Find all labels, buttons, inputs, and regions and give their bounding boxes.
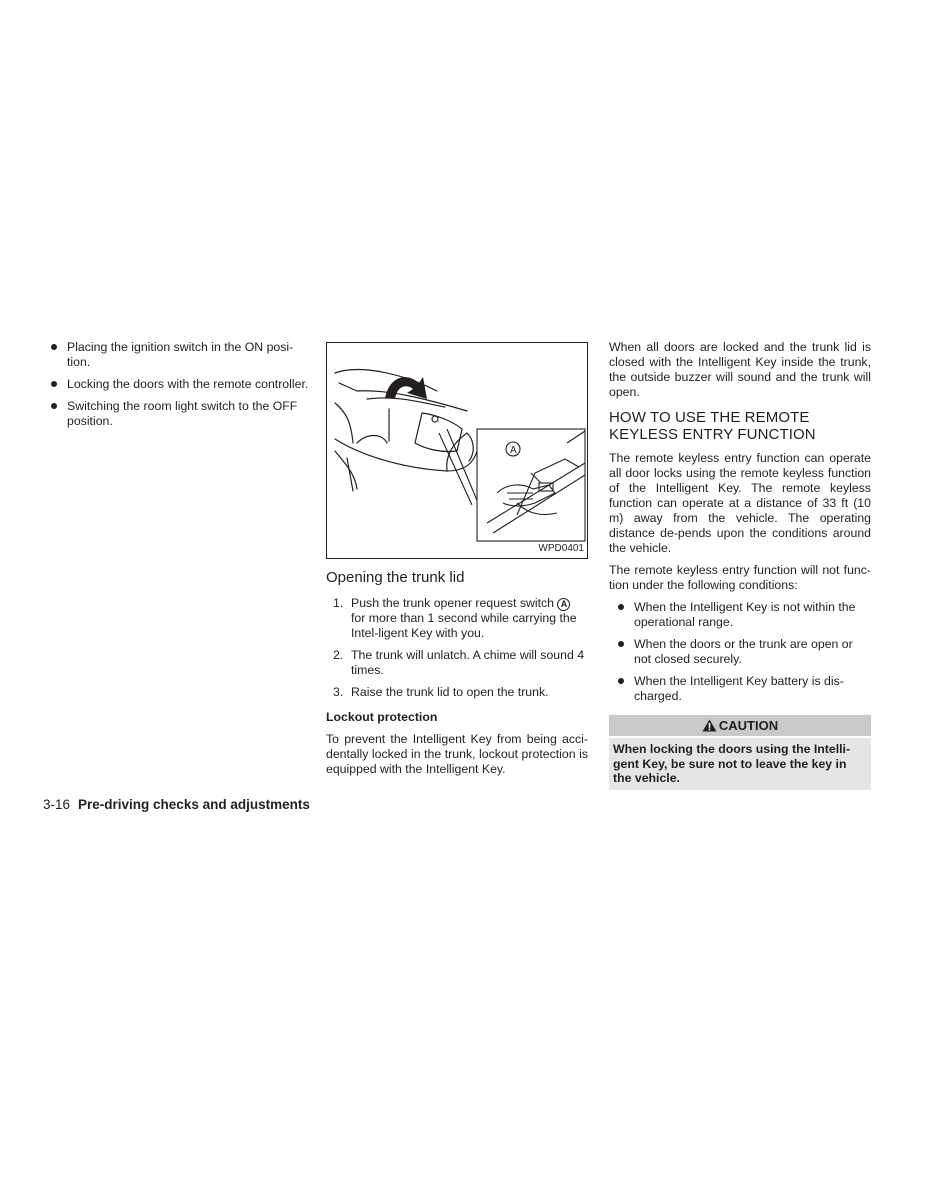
caution-label: CAUTION xyxy=(718,718,779,733)
list-item: When the Intelligent Key battery is dis-charged. xyxy=(609,674,871,704)
middle-column xyxy=(326,340,588,784)
step-list xyxy=(326,596,588,700)
section-title xyxy=(609,409,871,443)
page-number: 3-16 xyxy=(43,797,71,812)
list-item: Switching the room light switch to the OFF position. xyxy=(49,399,309,429)
list-item xyxy=(326,648,588,678)
conditions-list xyxy=(609,600,871,704)
trunk-figure xyxy=(326,342,588,559)
right-column xyxy=(609,340,871,790)
step-text: Raise the trunk lid to open the trunk. xyxy=(351,685,549,699)
section-title-line: HOW TO USE THE REMOTE xyxy=(609,409,810,426)
step-number: 1. xyxy=(333,596,344,610)
list-item xyxy=(326,685,588,700)
opening-trunk-heading: Opening the trunk lid xyxy=(326,569,465,586)
lockout-paragraph: To prevent the Intelligent Key from being acci-dentally locked in the trunk, lockout protection is equipped with the Intelligent Key. xyxy=(326,732,588,776)
caution-text: When locking the doors using the Intelli-gent Key, be sure not to leave the key in the vehicle. xyxy=(609,738,871,790)
step-text: The trunk will unlatch. A chime will sound 4 times. xyxy=(351,648,585,677)
figure-code: WPD0401 xyxy=(538,543,584,554)
trunk-illustration xyxy=(327,343,587,558)
section-title-line: KEYLESS ENTRY FUNCTION xyxy=(609,426,816,443)
list-item: Placing the ignition switch in the ON posi-tion. xyxy=(49,340,309,370)
step-text: Push the trunk opener request switch xyxy=(351,596,555,610)
caution-heading xyxy=(609,715,871,736)
warning-icon xyxy=(702,717,717,739)
step-number: 3. xyxy=(333,685,344,699)
list-item: Locking the doors with the remote controller. xyxy=(49,377,309,392)
left-bullet-list xyxy=(49,340,309,429)
chapter-title: Pre-driving checks and adjustments xyxy=(78,797,310,812)
lockout-heading: Lockout protection xyxy=(326,710,438,724)
callout-a-icon: A xyxy=(557,598,570,611)
caution-box xyxy=(609,715,871,790)
paragraph: The remote keyless entry function will not func-tion under the following conditions: xyxy=(609,563,871,592)
list-item: When the Intelligent Key is not within the operational range. xyxy=(609,600,871,630)
paragraph: The remote keyless entry function can operate all door locks using the remote keyless function of the Intelligent Key. The remote keyless function can operate at a distance of 33 ft (10 m) away from the vehicle. The operating distance de-pends upon the conditions around the vehicle. xyxy=(609,451,871,555)
step-number: 2. xyxy=(333,648,344,662)
step-text: for more than 1 second while carrying the Intel-ligent Key with you. xyxy=(351,611,577,640)
page-footer xyxy=(43,797,310,812)
left-column xyxy=(49,340,309,436)
intro-paragraph: When all doors are locked and the trunk lid is closed with the Intelligent Key inside the trunk, the outside buzzer will sound and the trunk will open. xyxy=(609,340,871,399)
car-body-side xyxy=(335,403,353,443)
list-item xyxy=(326,596,588,641)
list-item: When the doors or the trunk are open or not closed securely. xyxy=(609,637,871,667)
figure-callout-a: A xyxy=(510,445,517,456)
